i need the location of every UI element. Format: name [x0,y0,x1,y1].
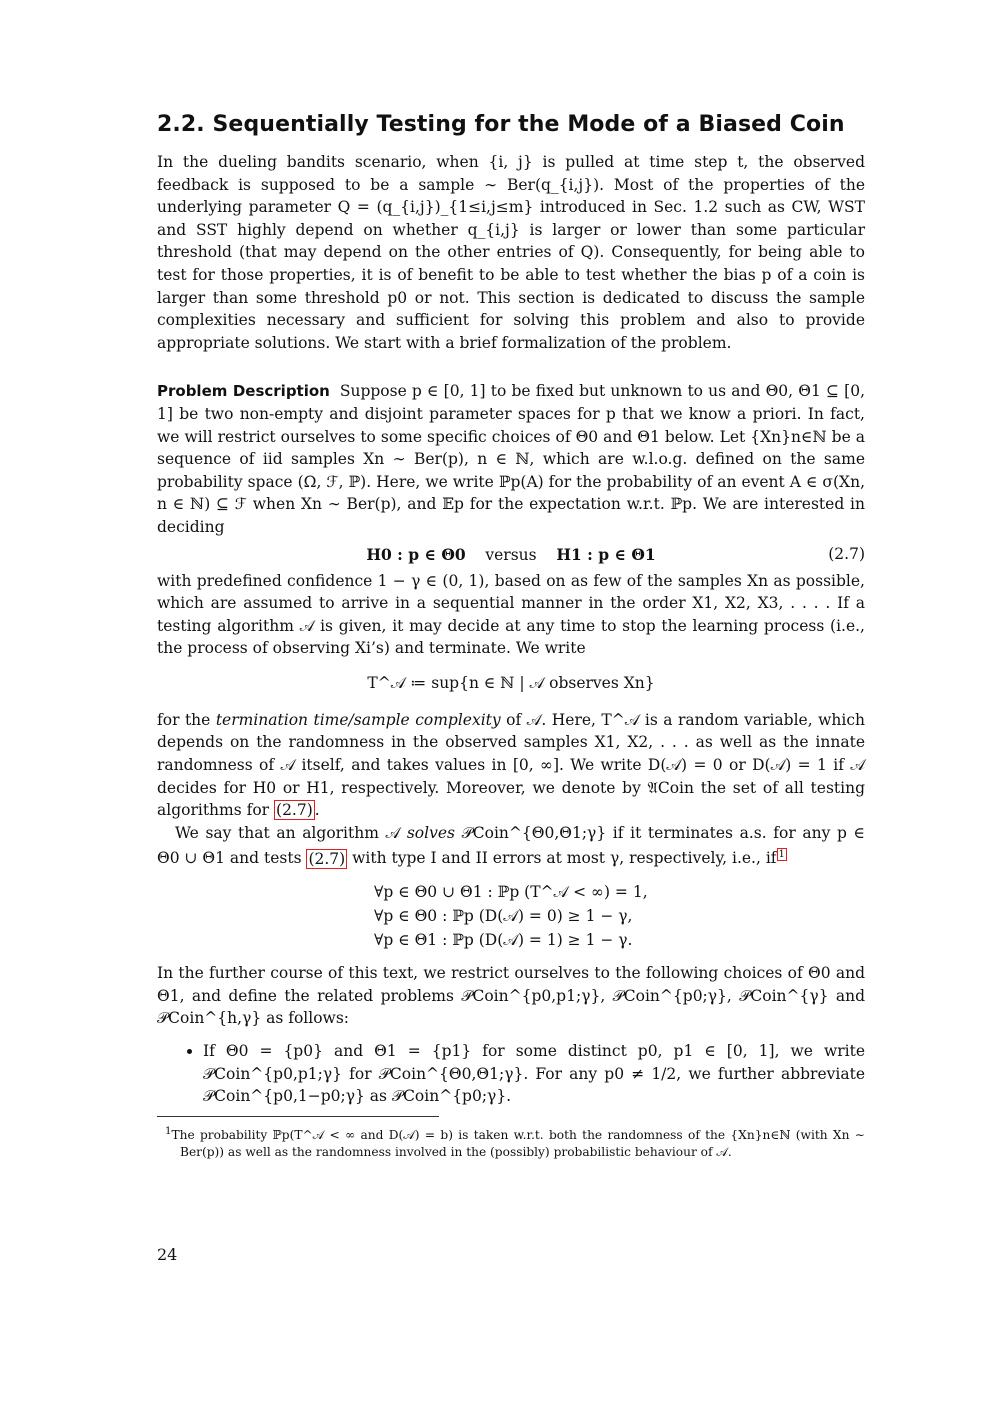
condition-1: ∀p ∈ Θ0 ∪ Θ1 : ℙp (T^𝒜 < ∞) = 1, [374,883,648,902]
footnote-number: 1 [165,1125,172,1137]
condition-2: ∀p ∈ Θ0 : ℙp (D(𝒜) = 0) ≥ 1 − γ, [374,907,633,926]
footnote [157,1123,865,1161]
eq-mid: versus [485,545,537,564]
footnote-divider [157,1116,439,1117]
solves-paragraph [157,822,865,870]
footnote-text: The probability ℙp(T^𝒜 < ∞ and D(𝒜) = b) is taken w.r.t. both the randomness of the {Xn}n∈ℕ (with Xn ∼ Ber(p)) as well as the randomness involved in the (possibly) probabilistic behaviour of 𝒜. [171,1127,865,1159]
termination-post: of 𝒜. Here, T^𝒜 is a random variable, which depends on the randomness in the observed samples X1, X2, . . . as well as the innate randomness of 𝒜 itself, and takes values in [0, ∞]. We write D(𝒜) = 0 or D(𝒜) = 1 if 𝒜 decides for H0 or H1, respectively. Moreover, we denote by 𝔄Coin the set of all testing algorithms for [157,710,866,820]
equation-2-7 [157,545,865,564]
eq-right: H1 : p ∈ Θ1 [556,544,656,564]
further-paragraph [157,962,865,1030]
definitions-list [157,1040,865,1108]
section-title: 2.2. Sequentially Testing for the Mode of a Biased Coin [157,112,845,137]
problem-paragraph [157,380,865,538]
eq-ref-link-2[interactable]: (2.7) [308,849,346,868]
intro-paragraph [157,151,865,354]
eq-left: H0 : p ∈ Θ0 [366,544,466,564]
termination-formula: T^𝒜 ≔ sup{n ∈ ℕ | 𝒜 observes Xn} [367,673,655,692]
list-item: • If Θ0 = {p0} and Θ1 = {p1} for some distinct p0, p1 ∈ [0, 1], we write 𝒫Coin^{p0,p1;γ} for 𝒫Coin^{Θ0,Θ1;γ}. For any p0 ≠ 1/2, we further abbreviate 𝒫Coin^{p0,1−p0;γ} as 𝒫Coin^{p0;γ}. [203,1040,865,1108]
termination-italic: termination time/sample complexity [215,710,501,729]
conditions-block [374,880,865,952]
termination-equation [157,674,865,693]
problem-text: Suppose p ∈ [0, 1] to be fixed but unknown to us and Θ0, Θ1 ⊆ [0, 1] be two non-empty and disjoint parameter spaces for p that we know a priori. In fact, we will restrict ourselves to some specific choices of Θ0 and Θ1 below. Let {Xn}n∈ℕ be a sequence of iid samples Xn ∼ Ber(p), n ∈ ℕ, which are w.l.o.g. defined on the same probability space (Ω, ℱ, ℙ). Here, we write ℙp(A) for the probability of an event A ∈ σ(Xn, n ∈ ℕ) ⊆ ℱ when Xn ∼ Ber(p), and 𝔼p for the expectation w.r.t. ℙp. We are interested in deciding [157,382,865,536]
page-number: 24 [157,1245,178,1264]
eq-ref-link[interactable]: (2.7) [276,801,313,820]
termination-pre: for the [157,710,216,729]
footnote-marker[interactable]: 1 [778,849,785,861]
solves-text-3: with type I and II errors at most γ, respectively, i.e., if [347,849,777,868]
termination-paragraph [157,709,865,822]
page-body [157,112,865,1161]
solves-italic: solves [406,823,455,842]
condition-3: ∀p ∈ Θ1 : ℙp (D(𝒜) = 1) ≥ 1 − γ. [374,931,633,950]
intro-text: In the dueling bandits scenario, when {i, j} is pulled at time step t, the observed feedback is supposed to be a sample ∼ Ber(q_{i,j}). Most of the properties of the underlying parameter Q = (q_{i,j})_{1≤i,j≤m} introduced in Sec. 1.2 such as CW, WST and SST highly depend on whether q_{i,j} is larger or lower than some particular threshold (that may depend on the other entries of Q). Consequently, for being able to test for those properties, it is of benefit to be able to test whether the bias p of a coin is larger than some threshold p0 or not. This section is dedicated to discuss the sample complexities necessary and sufficient for solving this problem and also to provide appropriate solutions. We start with a brief formalization of the problem. [157,153,865,352]
equation-number: (2.7) [828,544,865,563]
further-text: In the further course of this text, we restrict ourselves to the following choices of Θ0 and Θ1, and define the related problems 𝒫Coin^{p0,p1;γ}, 𝒫Coin^{p0;γ}, 𝒫Coin^{γ} and 𝒫Coin^{h,γ} as follows: [157,964,865,1028]
after-eq-text: with predefined confidence 1 − γ ∈ (0, 1), based on as few of the samples Xn as possible, which are assumed to arrive in a sequential manner in the order X1, X2, X3, . . . . If a testing algorithm 𝒜 is given, it may decide at any time to stop the learning process (i.e., the process of observing Xi’s) and terminate. We write [157,571,865,658]
after-equation-paragraph [157,570,865,660]
solves-text-1: We say that an algorithm 𝒜 [175,823,407,842]
solves-text-2: 𝒫Coin^{Θ0,Θ1;γ} if it terminates a.s. for any p ∈ Θ0 ∪ Θ1 and tests [157,823,865,868]
termination-end: . [314,801,320,820]
problem-heading: Problem Description [157,382,330,401]
